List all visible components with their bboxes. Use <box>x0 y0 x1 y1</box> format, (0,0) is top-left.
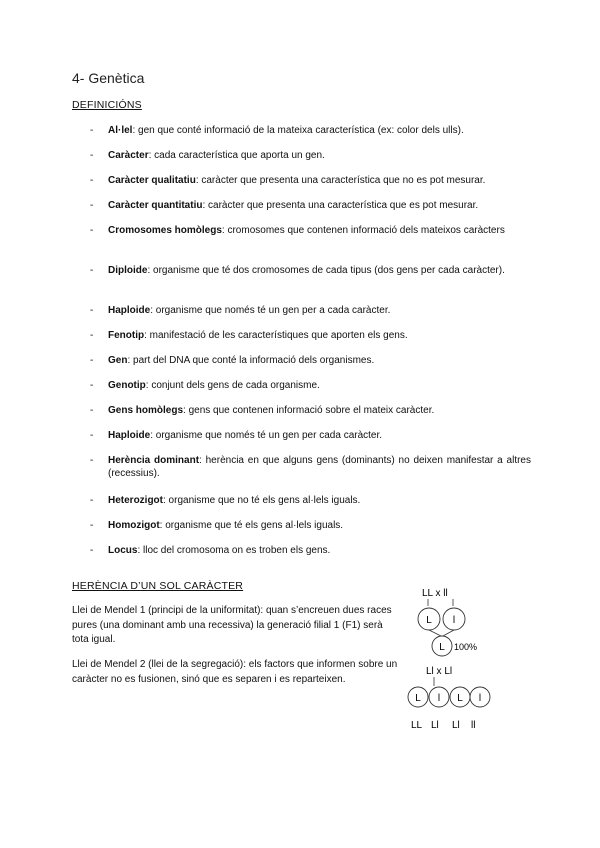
definition-text: : herència en que alguns gens (dominants) no deixen manifestar a altres (recessius). <box>108 455 531 479</box>
definition-body <box>108 454 531 480</box>
definition-text: : gens que contenen informació sobre el mateix caràcter. <box>183 405 435 416</box>
definition-body <box>108 519 531 532</box>
definition-body <box>108 379 531 392</box>
bullet-dash: - <box>90 495 94 506</box>
parent-2-allele: l <box>452 615 456 626</box>
definition-text: : organisme que no té els gens al·lels iguals. <box>163 495 361 506</box>
f1-allele: L <box>439 642 445 653</box>
definition-term: Caràcter qualitatiu <box>108 175 196 186</box>
bullet-dash: - <box>90 430 94 441</box>
page-title: 4- Genètica <box>72 70 145 86</box>
definition-term: Caràcter <box>108 150 149 161</box>
definition-term: Gen <box>108 355 128 366</box>
definition-text: : cada característica que aporta un gen. <box>148 150 325 161</box>
definition-text: : caràcter que presenta una característica que no es pot mesurar. <box>195 175 486 186</box>
definition-text: : caràcter que presenta una característica que es pot mesurar. <box>202 200 479 211</box>
f2-genotype: LL <box>411 720 423 731</box>
definition-text: : organisme que només té un gen per cada caràcter. <box>150 430 383 441</box>
definition-term: Al·lel <box>108 125 133 136</box>
definition-term: Herència dominant <box>108 455 200 466</box>
bullet-dash: - <box>90 265 94 276</box>
f2-genotype: Ll <box>452 720 460 731</box>
definition-text: : cromosomes que contenen informació dels mateixos caràcters <box>221 225 505 236</box>
definition-body <box>108 494 531 507</box>
bullet-dash: - <box>90 225 94 236</box>
definition-text: : organisme que té els gens al·lels iguals. <box>159 520 344 531</box>
bullet-dash: - <box>90 330 94 341</box>
definition-text: : conjunt dels gens de cada organisme. <box>145 380 320 391</box>
definition-body <box>108 174 531 187</box>
definition-term: Homozigot <box>108 520 160 531</box>
bullet-dash: - <box>90 355 94 366</box>
definition-text: : lloc del cromosoma on es troben els gens. <box>137 545 331 556</box>
definition-body <box>108 429 531 442</box>
f1-percent: 100% <box>454 642 478 652</box>
cross-2-label: Ll x Ll <box>426 666 453 677</box>
cross-1-label: LL x ll <box>422 588 448 599</box>
definition-text: : organisme que només té un gen per a cada caràcter. <box>150 305 391 316</box>
bullet-dash: - <box>90 545 94 556</box>
definitions-heading: DEFINICIÓNS <box>72 99 142 111</box>
definition-body <box>108 264 531 277</box>
definition-term: Haploide <box>108 430 151 441</box>
definition-term: Gens homòlegs <box>108 405 184 416</box>
definition-body <box>108 404 531 417</box>
definition-term: Locus <box>108 545 138 556</box>
definition-body <box>108 354 531 367</box>
definition-body <box>108 329 531 342</box>
parent-1-allele: L <box>426 615 432 626</box>
bullet-dash: - <box>90 200 94 211</box>
bullet-dash: - <box>90 125 94 136</box>
definition-term: Haploide <box>108 305 151 316</box>
definition-term: Caràcter quantitatiu <box>108 200 203 211</box>
bullet-dash: - <box>90 405 94 416</box>
definition-body <box>108 149 531 162</box>
definition-term: Genotip <box>108 380 146 391</box>
cross-diagram-svg <box>400 582 510 732</box>
mendel-cross-diagram <box>400 582 510 732</box>
definition-body <box>108 199 531 212</box>
mendel-law-1: Llei de Mendel 1 (principi de la uniformitat): quan s’encreuen dues races pures (una dominant amb una recessiva) la generació filial 1 (F1) serà tota igual. <box>72 605 392 645</box>
gamete-allele: L <box>415 693 421 704</box>
gamete-allele: l <box>478 693 482 704</box>
mendel-law-2: Llei de Mendel 2 (llei de la segregació): els factors que informen sobre un caràcter no es fusionen, sinó que es separen i es reparteixen. <box>72 659 398 685</box>
definition-body <box>108 544 531 557</box>
f2-genotype: ll <box>471 720 476 731</box>
definition-text: : organisme que té dos cromosomes de cada tipus (dos gens per cada caràcter). <box>147 265 505 276</box>
definition-body <box>108 224 531 237</box>
herencia-heading: HERÈNCIA D’UN SOL CARÀCTER <box>72 580 244 592</box>
definition-body <box>108 304 531 317</box>
bullet-dash: - <box>90 455 94 466</box>
bullet-dash: - <box>90 150 94 161</box>
definition-text: : gen que conté informació de la mateixa característica (ex: color dels ulls). <box>132 125 464 136</box>
gamete-allele: L <box>457 693 463 704</box>
definition-term: Diploide <box>108 265 148 276</box>
definition-text: : part del DNA que conté la informació dels organismes. <box>127 355 375 366</box>
bullet-dash: - <box>90 380 94 391</box>
definition-term: Cromosomes homòlegs <box>108 225 222 236</box>
definition-body <box>108 124 531 137</box>
definition-term: Heterozigot <box>108 495 163 506</box>
definition-text: : manifestació de les característiques que aporten els gens. <box>144 330 408 341</box>
bullet-dash: - <box>90 305 94 316</box>
f2-genotype: Ll <box>431 720 439 731</box>
bullet-dash: - <box>90 175 94 186</box>
definition-term: Fenotip <box>108 330 145 341</box>
bullet-dash: - <box>90 520 94 531</box>
gamete-allele: l <box>437 693 441 704</box>
